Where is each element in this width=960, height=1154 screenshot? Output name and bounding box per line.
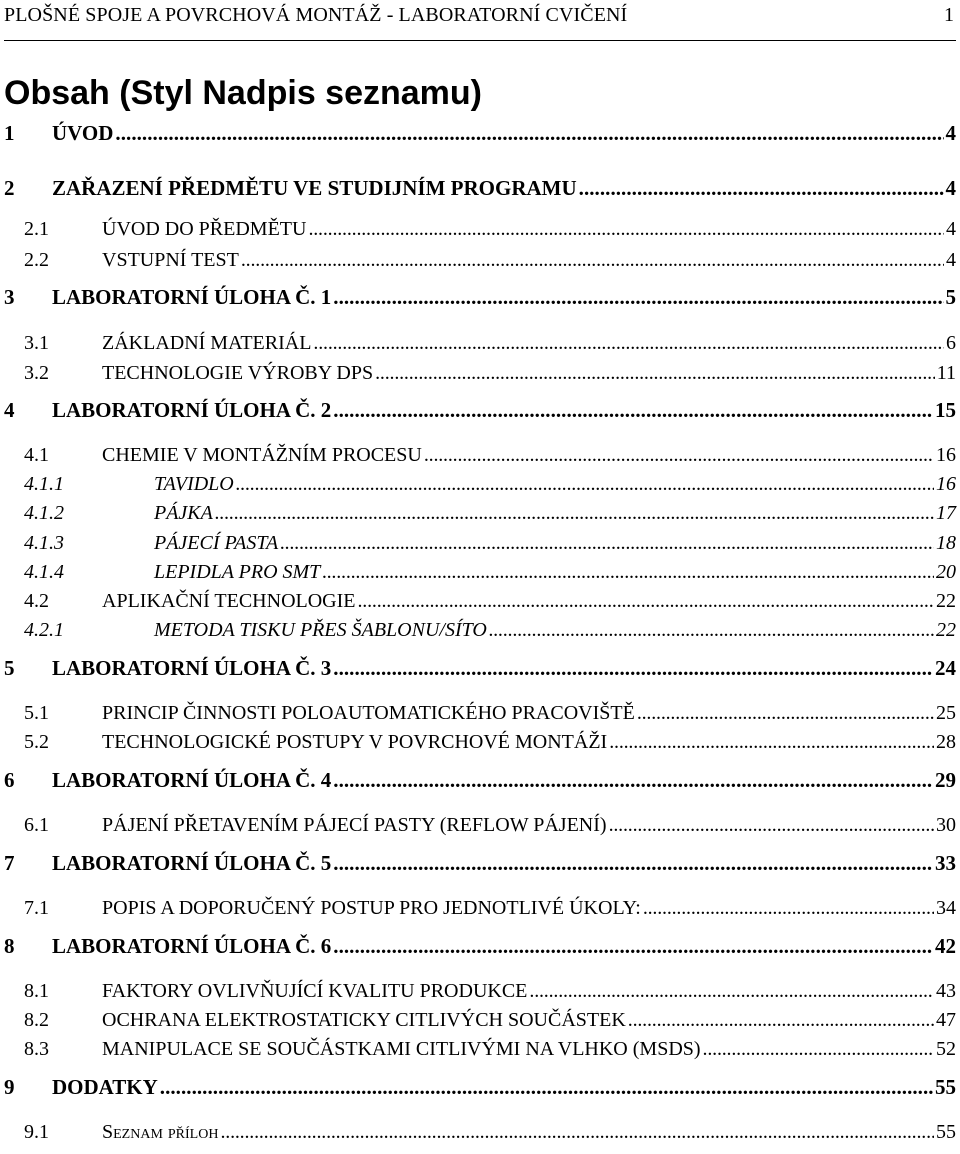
toc-entry-title: TECHNOLOGICKÉ POSTUPY V POVRCHOVÉ MONTÁŽI xyxy=(102,731,608,753)
toc-entry[interactable] xyxy=(4,280,956,308)
toc-entry-number: 2.1 xyxy=(24,218,49,240)
toc-entry-title: LABORATORNÍ ÚLOHA Č. 5 xyxy=(52,851,332,875)
toc-dot-leader xyxy=(529,981,934,1001)
toc-entry-page: 43 xyxy=(936,980,956,1002)
toc-entry[interactable] xyxy=(4,1031,956,1059)
toc-entry[interactable] xyxy=(4,355,956,383)
toc-entry-page: 4 xyxy=(945,121,956,145)
toc-entry[interactable] xyxy=(4,929,956,957)
toc-dot-leader xyxy=(308,219,944,239)
toc-dot-leader xyxy=(637,703,934,723)
toc-entry-page: 4 xyxy=(946,249,956,271)
toc-entry[interactable] xyxy=(4,525,956,553)
toc-entry-page: 20 xyxy=(936,561,956,583)
toc-entry-number: 5.2 xyxy=(24,731,49,753)
toc-dot-leader xyxy=(703,1039,934,1059)
toc-dot-leader xyxy=(333,936,933,957)
toc-entry-title: LABORATORNÍ ÚLOHA Č. 1 xyxy=(52,285,332,309)
toc-entry-title: METODA TISKU PŘES ŠABLONU/SÍTO xyxy=(154,619,487,641)
toc-entry-title: POPIS A DOPORUČENÝ POSTUP PRO JEDNOTLIVÉ ÚKOLY: xyxy=(102,897,641,919)
toc-entry[interactable] xyxy=(4,171,956,199)
toc-entry-page: 52 xyxy=(936,1038,956,1060)
toc-entry-number: 6.1 xyxy=(24,814,49,836)
toc-dot-leader xyxy=(333,287,943,308)
toc-entry-page: 24 xyxy=(935,656,956,680)
toc-entry[interactable] xyxy=(4,1002,956,1030)
toc-entry-number: 9 xyxy=(4,1075,15,1099)
toc-entry-title: ÚVOD DO PŘEDMĚTU xyxy=(102,218,307,240)
toc-entry-page: 29 xyxy=(935,768,956,792)
toc-entry-number: 8.3 xyxy=(24,1038,49,1060)
toc-dot-leader xyxy=(333,400,933,421)
toc-dot-leader xyxy=(424,445,934,465)
toc-dot-leader xyxy=(358,591,935,611)
toc-dot-leader xyxy=(489,620,934,640)
toc-entry-page: 22 xyxy=(936,590,956,612)
toc-entry-page: 22 xyxy=(936,619,956,641)
toc-entry-page: 5 xyxy=(945,285,956,309)
toc-entry-title: LABORATORNÍ ÚLOHA Č. 6 xyxy=(52,934,332,958)
toc-entry-title: ZAŘAZENÍ PŘEDMĚTU VE STUDIJNÍM PROGRAMU xyxy=(52,176,577,200)
toc-dot-leader xyxy=(609,732,934,752)
toc-entry-number: 1 xyxy=(4,121,15,145)
toc-dot-leader xyxy=(280,533,934,553)
toc-entry-title: APLIKAČNÍ TECHNOLOGIE xyxy=(102,590,356,612)
toc-entry[interactable] xyxy=(4,242,956,270)
toc-entry-number: 5.1 xyxy=(24,702,49,724)
toc-entry-page: 4 xyxy=(946,218,956,240)
toc-entry[interactable] xyxy=(4,651,956,679)
toc-entry[interactable] xyxy=(4,695,956,723)
toc-entry-title: OCHRANA ELEKTROSTATICKY CITLIVÝCH SOUČÁSTEK xyxy=(102,1009,626,1031)
toc-entry-title: PÁJECÍ PASTA xyxy=(154,532,279,554)
toc-entry-title: LABORATORNÍ ÚLOHA Č. 2 xyxy=(52,398,332,422)
toc-entry-number: 7.1 xyxy=(24,897,49,919)
toc-entry-number: 5 xyxy=(4,656,15,680)
toc-entry-page: 55 xyxy=(935,1075,956,1099)
toc-entry[interactable] xyxy=(4,325,956,353)
toc-dot-leader xyxy=(115,123,943,144)
toc-entry-page: 15 xyxy=(935,398,956,422)
toc-dot-leader xyxy=(215,503,934,523)
toc-dot-leader xyxy=(333,770,933,791)
toc-dot-leader xyxy=(220,1122,934,1142)
toc-entry-page: 30 xyxy=(936,814,956,836)
toc-dot-leader xyxy=(375,363,935,383)
toc-entry-page: 42 xyxy=(935,934,956,958)
toc-entry-title: FAKTORY OVLIVŇUJÍCÍ KVALITU PRODUKCE xyxy=(102,980,528,1002)
toc-entry-number: 4.1.2 xyxy=(24,502,64,524)
toc-entry-title: VSTUPNÍ TEST xyxy=(102,249,239,271)
toc-heading: Obsah (Styl Nadpis seznamu) xyxy=(4,74,482,112)
toc-entry-number: 8 xyxy=(4,934,15,958)
toc-entry-title: LEPIDLA PRO SMT xyxy=(154,561,321,583)
toc-entry-number: 4 xyxy=(4,398,15,422)
toc-entry-title: LABORATORNÍ ÚLOHA Č. 4 xyxy=(52,768,332,792)
toc-dot-leader xyxy=(322,562,934,582)
toc-entry[interactable] xyxy=(4,583,956,611)
toc-entry[interactable] xyxy=(4,724,956,752)
toc-entry-title: PÁJKA xyxy=(154,502,213,524)
toc-entry-number: 3.1 xyxy=(24,332,49,354)
toc-entry-title: Seznam příloh xyxy=(102,1121,219,1143)
toc-entry[interactable] xyxy=(4,437,956,465)
toc-entry-page: 6 xyxy=(946,332,956,354)
toc-entry[interactable] xyxy=(4,846,956,874)
toc-dot-leader xyxy=(241,250,944,270)
toc-entry-page: 18 xyxy=(936,532,956,554)
toc-entry[interactable] xyxy=(4,393,956,421)
page-header xyxy=(4,0,956,41)
toc-entry-number: 4.1.4 xyxy=(24,561,64,583)
toc-entry-number: 4.1.3 xyxy=(24,532,64,554)
toc-entry-number: 7 xyxy=(4,851,15,875)
toc-entry-title: LABORATORNÍ ÚLOHA Č. 3 xyxy=(52,656,332,680)
toc-entry[interactable] xyxy=(4,807,956,835)
toc-entry-title: MANIPULACE SE SOUČÁSTKAMI CITLIVÝMI NA VLHKO (MSDS) xyxy=(102,1038,701,1060)
toc-entry[interactable] xyxy=(4,466,956,494)
toc-entry[interactable] xyxy=(4,1070,956,1098)
toc-entry-title: TECHNOLOGIE VÝROBY DPS xyxy=(102,362,374,384)
toc-entry-number: 2 xyxy=(4,176,15,200)
toc-entry[interactable] xyxy=(4,890,956,918)
toc-entry[interactable] xyxy=(4,612,956,640)
toc-entry-page: 11 xyxy=(936,362,956,384)
toc-dot-leader xyxy=(609,815,934,835)
toc-dot-leader xyxy=(160,1077,933,1098)
toc-entry-page: 55 xyxy=(936,1121,956,1143)
toc-entry-page: 16 xyxy=(936,444,956,466)
toc-entry[interactable] xyxy=(4,116,956,144)
toc-entry-page: 33 xyxy=(935,851,956,875)
toc-entry-page: 17 xyxy=(936,502,956,524)
toc-entry-number: 9.1 xyxy=(24,1121,49,1143)
toc-entry-number: 3 xyxy=(4,285,15,309)
toc-dot-leader xyxy=(333,658,933,679)
document-title: PLOŠNÉ SPOJE A POVRCHOVÁ MONTÁŽ - LABORATORNÍ CVIČENÍ xyxy=(4,4,628,26)
toc-entry-number: 8.2 xyxy=(24,1009,49,1031)
toc-entry-title: CHEMIE V MONTÁŽNÍM PROCESU xyxy=(102,444,422,466)
toc-dot-leader xyxy=(628,1010,934,1030)
toc-entry-title: ÚVOD xyxy=(52,121,114,145)
toc-entry-number: 2.2 xyxy=(24,249,49,271)
toc-entry-page: 47 xyxy=(936,1009,956,1031)
toc-entry-title: TAVIDLO xyxy=(154,473,234,495)
toc-entry-page: 25 xyxy=(936,702,956,724)
toc-entry-number: 4.1.1 xyxy=(24,473,64,495)
toc-entry-number: 4.1 xyxy=(24,444,49,466)
toc-entry[interactable] xyxy=(4,495,956,523)
toc-entry-title: ZÁKLADNÍ MATERIÁL xyxy=(102,332,312,354)
toc-entry-number: 3.2 xyxy=(24,362,49,384)
toc-dot-leader xyxy=(313,333,944,353)
toc-entry-number: 4.2.1 xyxy=(24,619,64,641)
toc-entry-number: 8.1 xyxy=(24,980,49,1002)
toc-entry[interactable] xyxy=(4,973,956,1001)
toc-entry[interactable] xyxy=(4,1114,956,1142)
toc-entry-number: 4.2 xyxy=(24,590,49,612)
toc-entry-page: 34 xyxy=(936,897,956,919)
toc-dot-leader xyxy=(643,898,934,918)
toc-entry-title: PRINCIP ČINNOSTI POLOAUTOMATICKÉHO PRACOVIŠTĚ xyxy=(102,702,635,724)
toc-entry[interactable] xyxy=(4,763,956,791)
toc-entry-title: PÁJENÍ PŘETAVENÍM PÁJECÍ PASTY (REFLOW PÁJENÍ) xyxy=(102,814,607,836)
toc-entry-page: 16 xyxy=(936,473,956,495)
toc-entry-page: 28 xyxy=(936,731,956,753)
toc-dot-leader xyxy=(236,474,934,494)
toc-entry[interactable] xyxy=(4,554,956,582)
page-number: 1 xyxy=(944,4,954,26)
toc-entry[interactable] xyxy=(4,211,956,239)
toc-dot-leader xyxy=(579,178,944,199)
toc-dot-leader xyxy=(333,853,933,874)
toc-entry-page: 4 xyxy=(945,176,956,200)
toc-entry-title: DODATKY xyxy=(52,1075,158,1099)
toc-entry-number: 6 xyxy=(4,768,15,792)
